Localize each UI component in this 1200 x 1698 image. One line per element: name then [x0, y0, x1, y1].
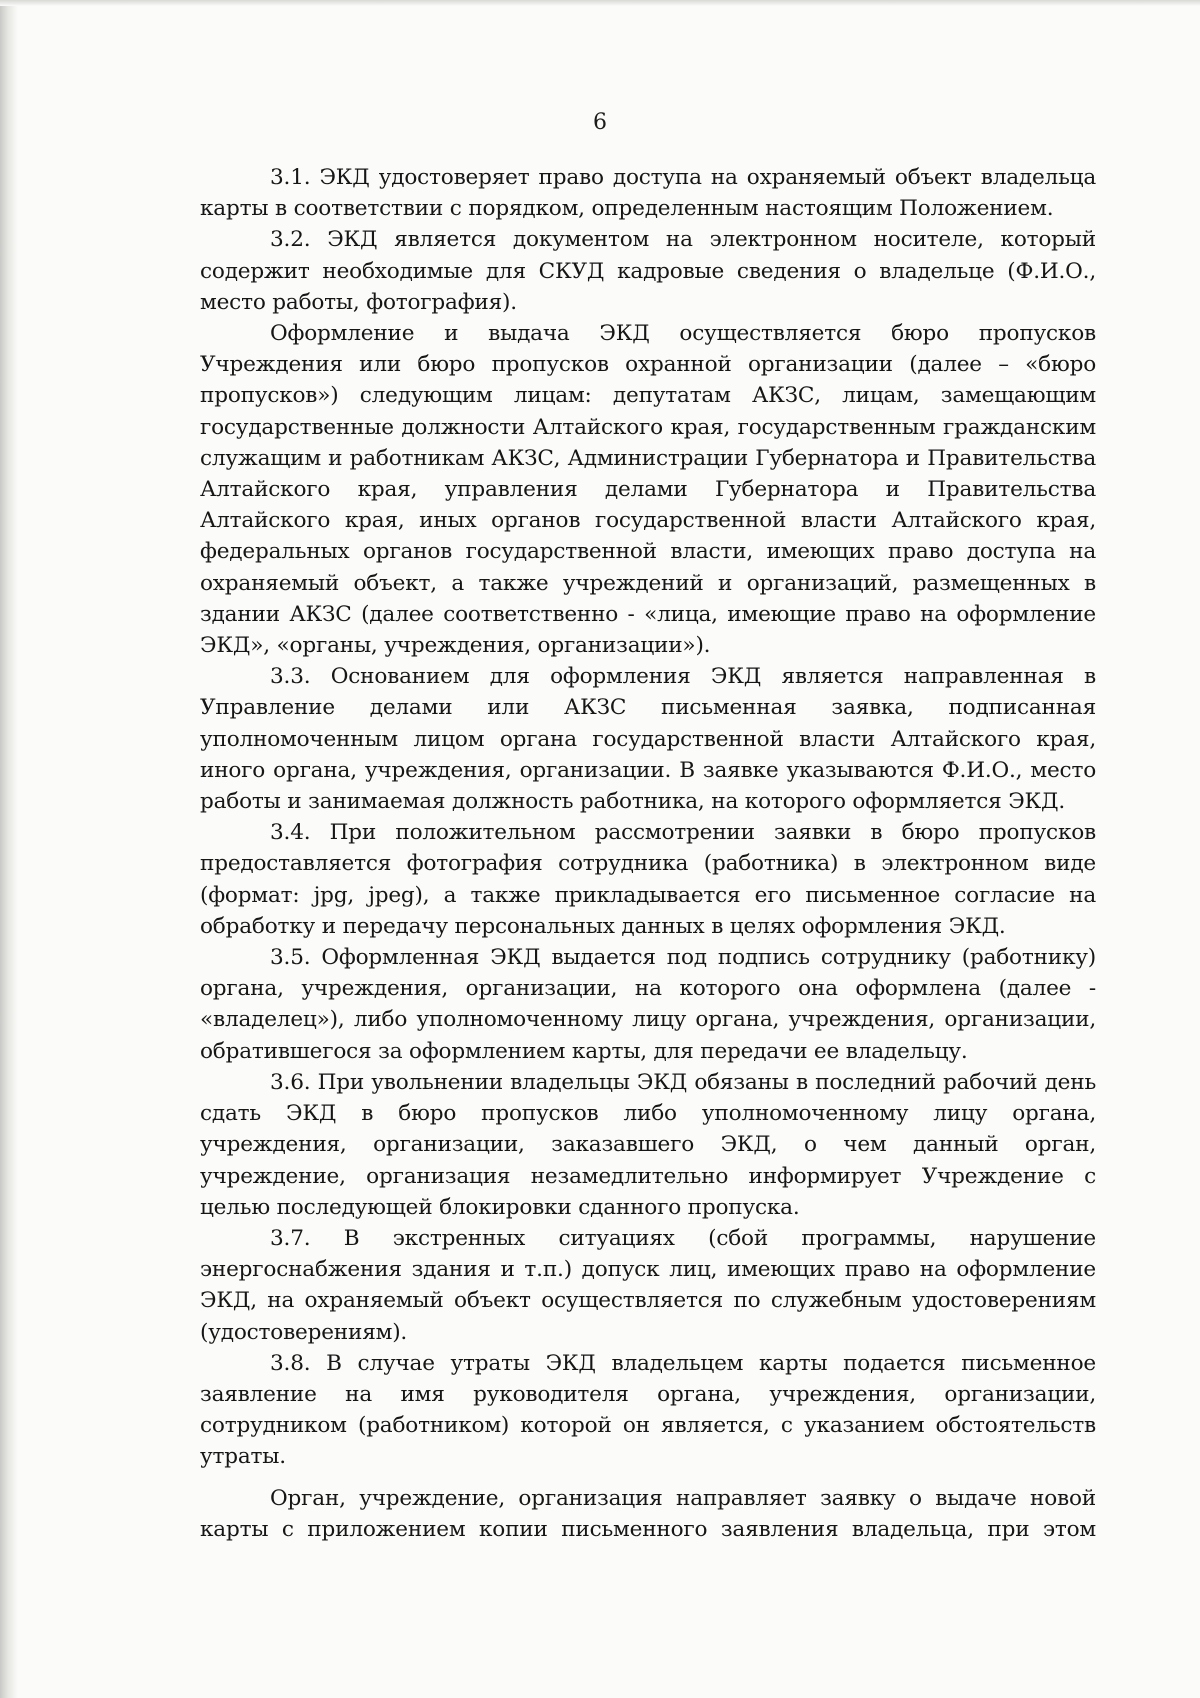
paragraph-3-2: 3.2. ЭКД является документом на электронном носителе, который содержит необходимые для СКУД кадровые сведения о владельце (Ф.И.О., место работы, фотография). [200, 227, 1096, 315]
paragraph-issuance: Оформление и выдача ЭКД осуществляется бюро пропусков Учреждения или бюро пропусков охранной организации (далее – «бюро пропусков») следующим лицам: депутатам АКЗС, лицам, замещающим государственные должности Алтайского края, государственным гражданским служащим и работникам АКЗС, Администрации Губернатора и Правительства Алтайского края, управления делами Губернатора и Правительства Алтайского края, иных органов государственной власти Алтайского края, федеральных органов государственной власти, имеющих право доступа на охраняемый объект, а также учреждений и организаций, размещенных в здании АКЗС (далее соответственно - «лица, имеющие право на оформление ЭКД», «органы, учреждения, организации»). [200, 321, 1096, 659]
paragraph-3-7: 3.7. В экстренных ситуациях (сбой программы, нарушение энергоснабжения здания и т.п.) допуск лиц, имеющих право на оформление ЭКД, на охраняемый объект осуществляется по служебным удостоверениям (удостоверениям). [200, 1225, 1096, 1345]
paragraph-3-3: 3.3. Основанием для оформления ЭКД является направленная в Управление делами или АКЗС письменная заявка, подписанная уполномоченным лицом органа государственной власти Алтайского края, иного органа, учреждения, организации. В заявке указываются Ф.И.О., место работы и занимаемая должность работника, на которого оформляется ЭКД. [200, 664, 1096, 815]
scan-top-edge [0, 0, 1200, 6]
paragraph-3-8: 3.8. В случае утраты ЭКД владельцем карты подается письменное заявление на имя руководителя органа, учреждения, организации, сотрудником (работником) которой он является, с указанием обстоятельств утраты. [200, 1350, 1096, 1470]
page-number: 6 [593, 110, 607, 135]
scan-left-edge [0, 0, 18, 1698]
paragraph-new-card-request: Орган, учреждение, организация направляет заявку о выдаче новой карты с приложением копии письменного заявления владельца, при этом [200, 1485, 1096, 1542]
document-body [200, 162, 1096, 1545]
paragraph-3-6: 3.6. При увольнении владельцы ЭКД обязаны в последний рабочий день сдать ЭКД в бюро пропусков либо уполномоченному лицу органа, учреждения, организации, заказавшего ЭКД, о чем данный орган, учреждение, организация незамедлительно информирует Учреждение с целью последующей блокировки сданного пропуска. [200, 1069, 1096, 1220]
paragraph-3-5: 3.5. Оформленная ЭКД выдается под подпись сотруднику (работнику) органа, учреждения, организации, на которого она оформлена (далее - «владелец»), либо уполномоченному лицу органа, учреждения, организации, обратившегося за оформлением карты, для передачи ее владельцу. [200, 945, 1096, 1064]
paragraph-3-1: 3.1. ЭКД удостоверяет право доступа на охраняемый объект владельца карты в соответствии с порядком, определенным настоящим Положением. [200, 165, 1096, 222]
paragraph-3-4: 3.4. При положительном рассмотрении заявки в бюро пропусков предоставляется фотография сотрудника (работника) в электронном виде (формат: jpg, jpeg), а также прикладывается его письменное согласие на обработку и передачу персональных данных в целях оформления ЭКД. [200, 820, 1096, 939]
